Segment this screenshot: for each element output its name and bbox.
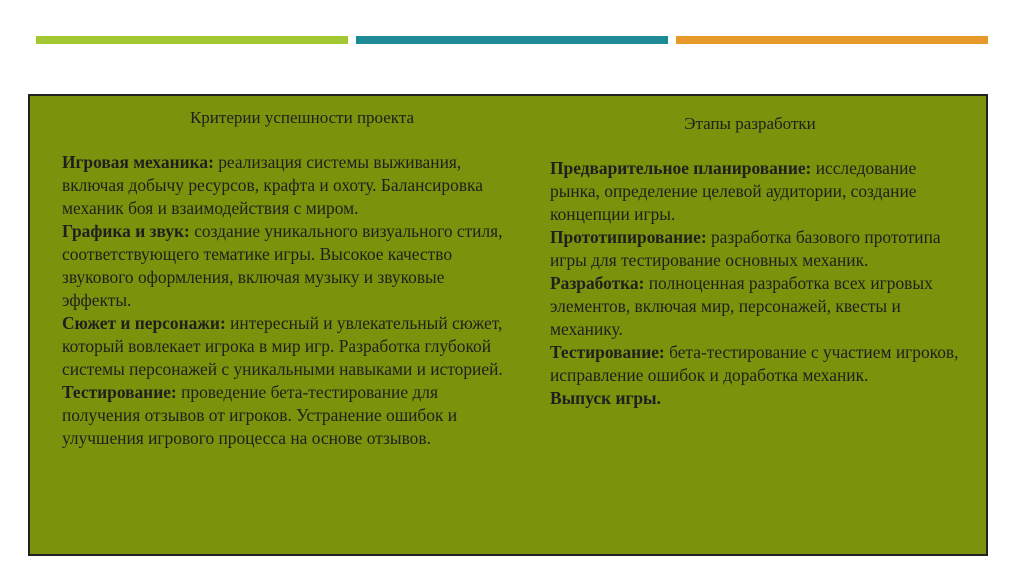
stage-heading: Разработка: — [550, 273, 645, 293]
top-accent-bar-teal — [356, 36, 668, 44]
success-criteria-column — [62, 96, 512, 450]
criteria-heading: Тестирование: — [62, 382, 177, 402]
criteria-text: создание уникального визуального стиля, соответствующего тематике игры. Высокое качество звукового оформления, включая музыку и звуковые эффекты. — [62, 221, 503, 310]
stage-heading: Прототипирование: — [550, 227, 707, 247]
stage-heading: Тестирование: — [550, 342, 665, 362]
criteria-item — [62, 220, 512, 312]
stage-heading: Выпуск игры. — [550, 388, 661, 408]
stage-item — [550, 387, 970, 410]
development-stages-title: Этапы разработки — [684, 114, 816, 133]
criteria-heading: Сюжет и персонажи: — [62, 313, 226, 333]
stage-item — [550, 226, 970, 272]
top-accent-bar-green — [36, 36, 348, 44]
stage-text: разработка базового прототипа игры для тестирование основных механик. — [550, 227, 941, 270]
top-accent-bar-orange — [676, 36, 988, 44]
stage-heading: Предварительное планирование: — [550, 158, 812, 178]
stage-item — [550, 341, 970, 387]
stage-text: исследование рынка, определение целевой аудитории, создание концепции игры. — [550, 158, 917, 224]
criteria-item — [62, 381, 512, 450]
content-panel — [28, 94, 988, 556]
stage-item — [550, 272, 970, 341]
criteria-text: реализация системы выживания, включая добычу ресурсов, крафта и охоту. Балансировка механик боя и взаимодействия с миром. — [62, 152, 483, 218]
stage-item — [550, 157, 970, 226]
criteria-heading: Графика и звук: — [62, 221, 190, 241]
criteria-item — [62, 312, 512, 381]
stage-text: бета-тестирование с участием игроков, исправление ошибок и доработка механик. — [550, 342, 959, 385]
success-criteria-title: Критерии успешности проекта — [189, 108, 415, 127]
criteria-item — [62, 151, 512, 220]
criteria-heading: Игровая механика: — [62, 152, 214, 172]
criteria-text: проведение бета-тестирование для получения отзывов от игроков. Устранение ошибок и улучшения игрового процесса на основе отзывов. — [62, 382, 458, 448]
stage-text: полноценная разработка всех игровых элементов, включая мир, персонажей, квесты и механику. — [550, 273, 933, 339]
criteria-text: интересный и увлекательный сюжет, который вовлекает игрока в мир игр. Разработка глубокой системы персонажей с уникальными навыками и историей. — [62, 313, 503, 379]
development-stages-column — [550, 96, 970, 410]
